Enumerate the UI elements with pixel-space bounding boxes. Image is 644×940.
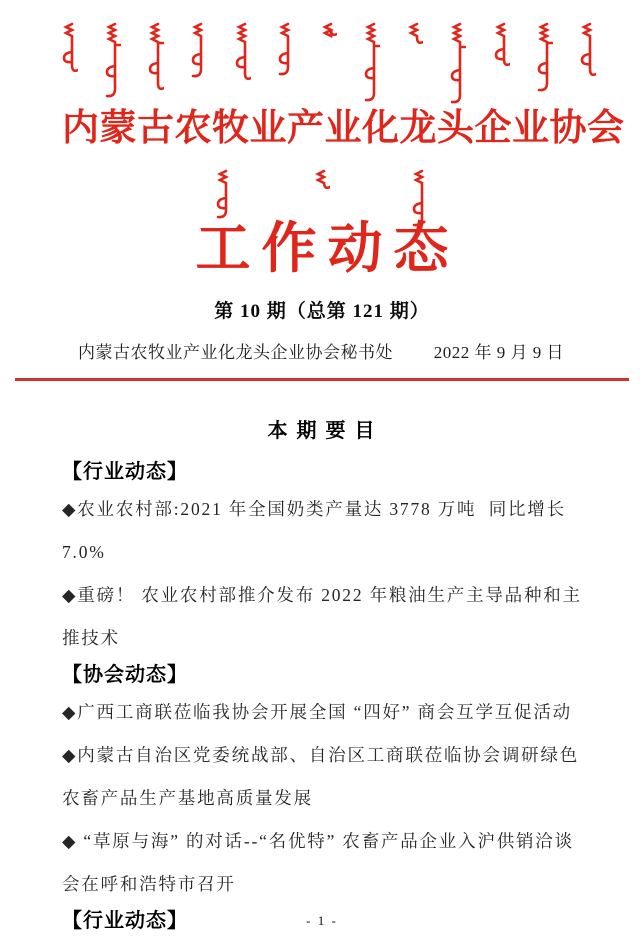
list-item: ◆ “草原与海” 的对话--“名优特” 农畜产品企业入沪供销洽谈会在呼和浩特市召开 [62,830,574,894]
mongolian-glyph-icon [580,22,596,78]
mongolian-glyph-icon [216,169,232,219]
list-item: ◆农业农村部:2021 年全国奶类产量达 3778 万吨 同比增长 7.0% [62,498,573,562]
mongolian-glyph-icon [148,22,164,92]
publish-date: 2022 年 9 月 9 日 [433,342,564,362]
mongolian-glyph-icon [537,22,553,92]
mongolian-glyph-icon [407,22,423,46]
mongolian-glyph-icon [278,22,294,76]
section-heading: 【行业动态】 [62,909,188,932]
section-heading: 【行业动态】 [62,460,188,483]
mongolian-glyph-icon [191,22,207,78]
mongolian-glyph-icon [105,22,121,98]
section-industry-news-1 [62,459,582,660]
publication-meta [62,338,582,363]
bulletin-title: 工作动态 [195,218,460,280]
publisher: 内蒙古农牧业产业化龙头企业协会秘书处 [78,342,393,362]
mongolian-script-banner [62,22,596,106]
association-title: 内蒙古农牧业产业化龙头企业协会 [62,108,625,149]
contents-title: 本 期 要 目 [267,419,377,442]
mongolian-glyph-icon [62,22,78,74]
red-divider [15,378,629,381]
list-item: ◆内蒙古自治区党委统战部、自治区工商联莅临协会调研绿色农畜产品生产基地高质量发展 [62,744,580,808]
mongolian-glyph-icon [364,22,380,102]
mongolian-glyph-icon [321,22,337,38]
issue-number: 第 10 期（总第 121 期） [214,300,430,322]
mongolian-glyph-icon [450,22,466,104]
list-item: ◆重磅！ 农业农村部推介发布 2022 年粮油生产主导品种和主推技术 [62,584,582,648]
list-item: ◆广西工商联莅临我协会开展全国 “四好” 商会互学互促活动 [62,701,572,722]
section-association-news [62,662,582,906]
mongolian-glyph-icon [314,169,330,191]
page-number: - 1 - [306,913,338,928]
document-page [0,22,644,940]
section-heading: 【协会动态】 [62,663,188,686]
mongolian-glyph-icon [235,22,251,82]
section-items [62,691,582,906]
mongolian-glyph-icon [494,22,510,68]
mongolian-script-subtitle [216,169,428,225]
section-items [62,488,582,660]
